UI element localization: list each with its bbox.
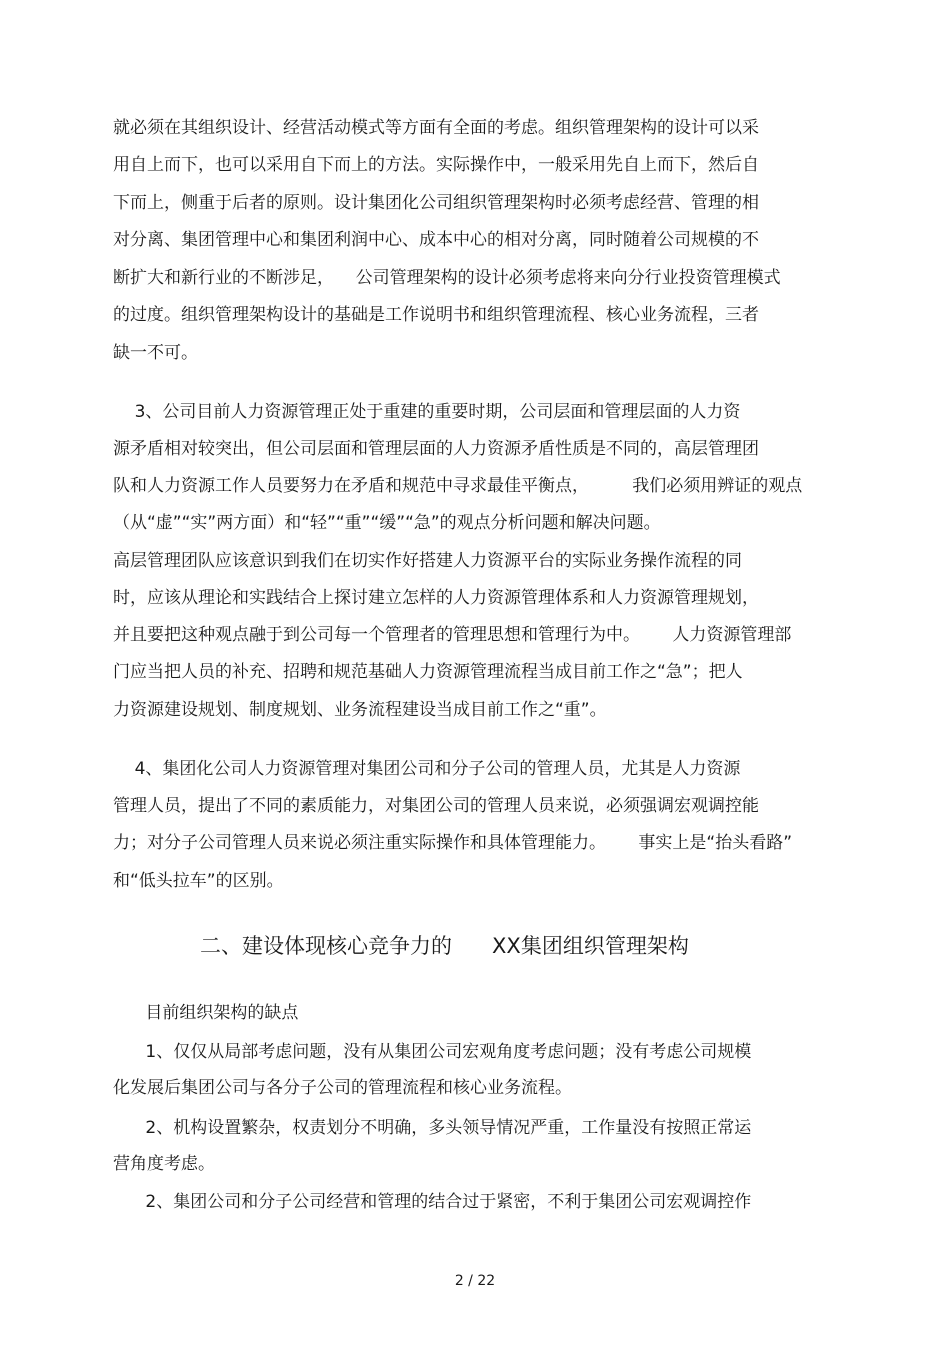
text-line: 4、集团化公司人力资源管理对集团公司和分子公司的管理人员，尤其是人力资源: [113, 759, 741, 779]
text-line: 时，应该从理论和实践结合上探讨建立怎样的人力资源管理体系和人力资源管理规划，: [113, 588, 759, 608]
section-heading: 二、建设体现核心竞争力的 XX集团组织管理架构: [200, 934, 689, 958]
text-line: 营角度考虑。: [113, 1154, 215, 1174]
text-line: 断扩大和新行业的不断涉足， 公司管理架构的设计必须考虑将来向分行业投资管理模式: [113, 268, 781, 288]
page-number: 2 / 22: [454, 1273, 496, 1289]
text-line: 2、集团公司和分子公司经营和管理的结合过于紧密，不利于集团公司宏观调控作: [113, 1192, 752, 1212]
text-line: 就必须在其组织设计、经营活动模式等方面有全面的考虑。组织管理架构的设计可以采: [113, 118, 759, 138]
text-line: 和“低头拉车”的区别。: [113, 871, 284, 891]
text-line: 3、公司目前人力资源管理正处于重建的重要时期，公司层面和管理层面的人力资: [113, 402, 741, 422]
text-line: 管理人员，提出了不同的素质能力，对集团公司的管理人员来说，必须强调宏观调控能: [113, 796, 759, 816]
text-line: （从“虚”“实”两方面）和“轻”“重”“缓”“急”的观点分析问题和解决问题。: [113, 513, 661, 533]
text-line: 用自上而下，也可以采用自下而上的方法。实际操作中，一般采用先自上而下，然后自: [113, 155, 759, 175]
subsection-title: 目前组织架构的缺点: [113, 1003, 299, 1023]
text-line: 缺一不可。: [113, 343, 198, 363]
text-line: 力资源建设规划、制度规划、业务流程建设当成目前工作之“重”。: [113, 700, 607, 720]
text-line: 高层管理团队应该意识到我们在切实作好搭建人力资源平台的实际业务操作流程的同: [113, 551, 742, 571]
text-line: 1、仅仅从局部考虑问题，没有从集团公司宏观角度考虑问题；没有考虑公司规模: [113, 1042, 752, 1062]
text-line: 化发展后集团公司与各分子公司的管理流程和核心业务流程。: [113, 1078, 572, 1098]
text-line: 2、机构设置繁杂，权责划分不明确，多头领导情况严重，工作量没有按照正常运: [113, 1118, 752, 1138]
text-line: 的过度。组织管理架构设计的基础是工作说明书和组织管理流程、核心业务流程，三者: [113, 305, 759, 325]
text-line: 门应当把人员的补充、招聘和规范基础人力资源管理流程当成目前工作之“急”；把人: [113, 662, 743, 682]
text-line: 源矛盾相对较突出，但公司层面和管理层面的人力资源矛盾性质是不同的，高层管理团: [113, 439, 759, 459]
text-line: 并且要把这种观点融于到公司每一个管理者的管理思想和管理行为中。 人力资源管理部: [113, 625, 792, 645]
text-line: 力；对分子公司管理人员来说必须注重实际操作和具体管理能力。 事实上是“抬头看路”: [113, 833, 793, 853]
text-line: 对分离、集团管理中心和集团利润中心、成本中心的相对分离，同时随着公司规模的不: [113, 230, 759, 250]
text-line: 队和人力资源工作人员要努力在矛盾和规范中寻求最佳平衡点， 我们必须用辨证的观点: [113, 476, 803, 496]
text-line: 下而上，侧重于后者的原则。设计集团化公司组织管理架构时必须考虑经营、管理的相: [113, 193, 759, 213]
